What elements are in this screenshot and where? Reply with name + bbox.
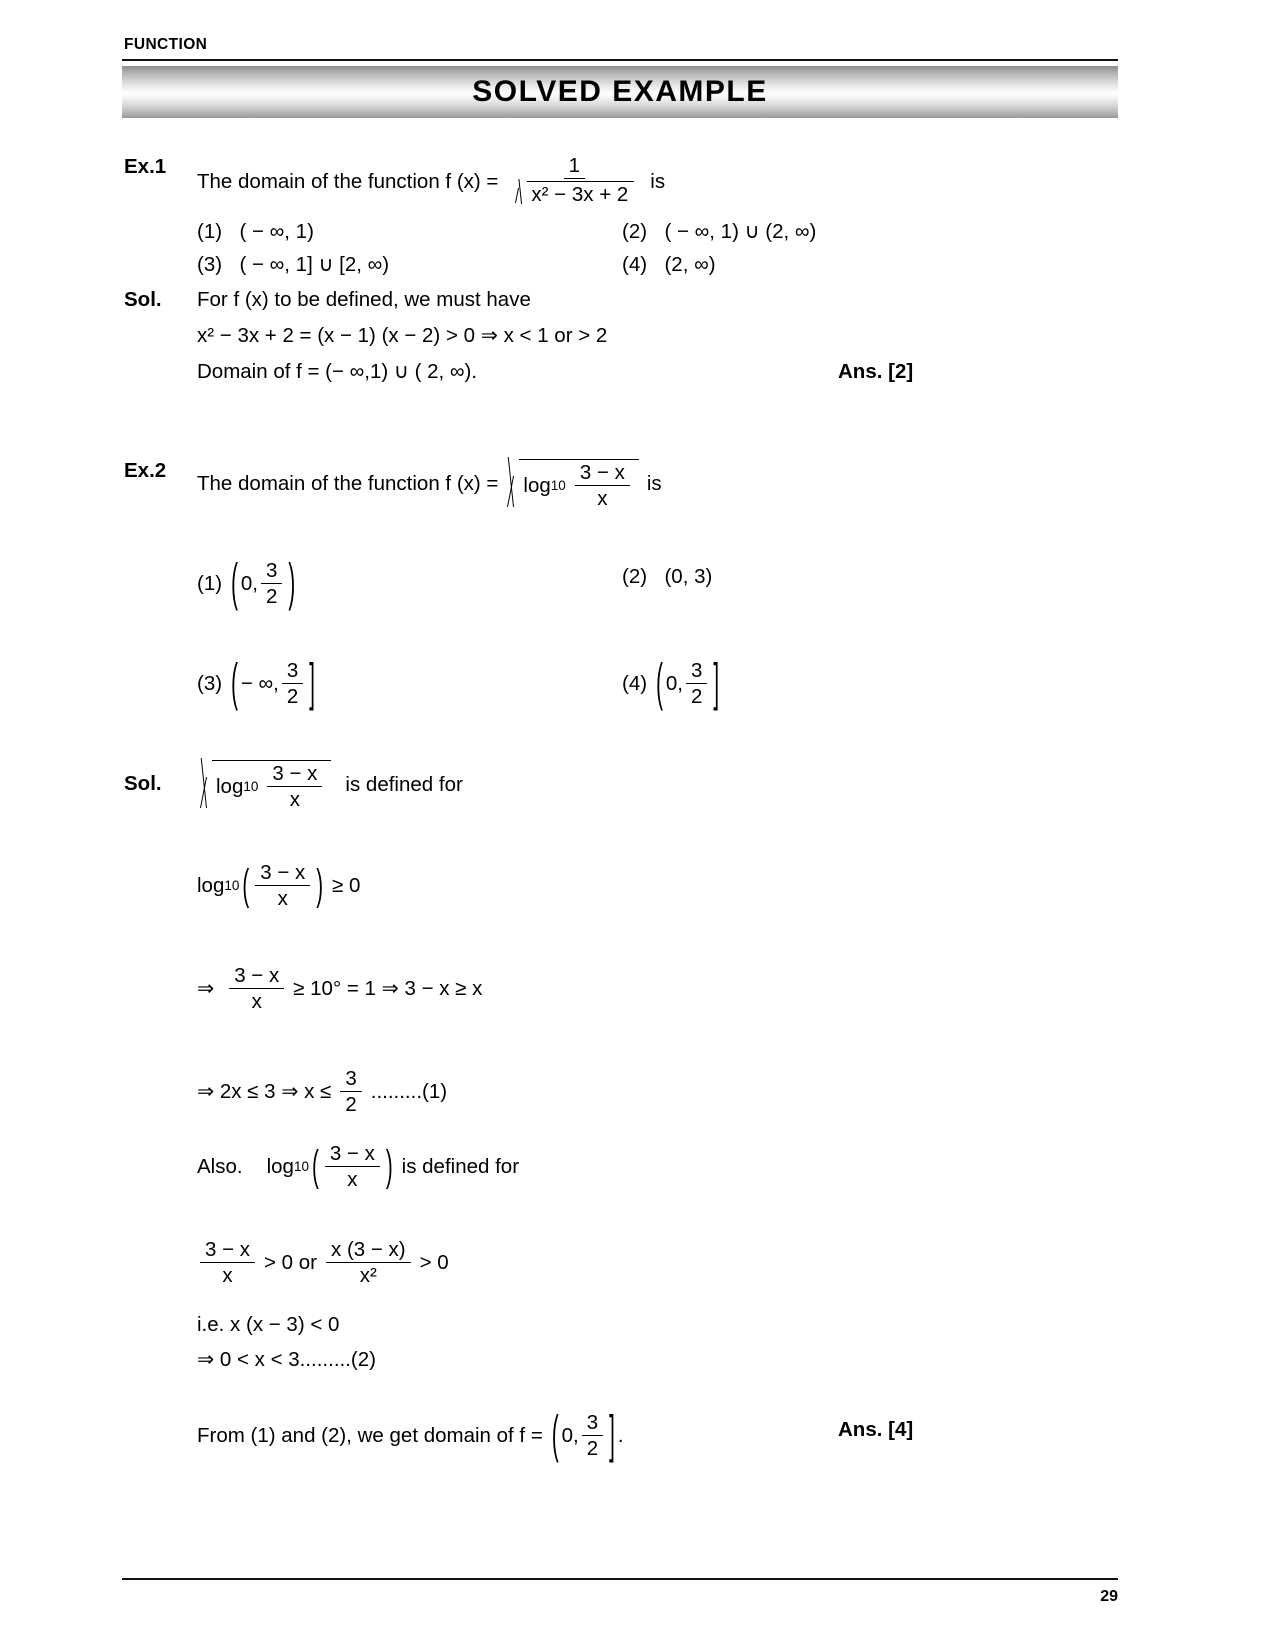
- ex2-step9-frac-den: 2: [586, 1436, 599, 1460]
- ex2-step6-frac1-num: 3 − x: [200, 1239, 255, 1263]
- page-number: 29: [1100, 1588, 1118, 1605]
- ex2-step9-right-delim: ]: [609, 1405, 615, 1465]
- ex2-option-2-key: (2): [622, 565, 648, 588]
- ex2-step-5: Also. log 10 ( $\frac{3 - x}{x}$ ) is defined for: [197, 1141, 520, 1191]
- radical-icon: [199, 760, 212, 810]
- chapter-header-label: FUNCTION: [124, 36, 208, 53]
- ex2-option-3-key: (3): [197, 671, 223, 695]
- ex1-question-prefix: The domain of the function f (x) =: [197, 170, 499, 194]
- ex1-solution-label: Sol.: [124, 288, 162, 311]
- ex2-solution-label: Sol.: [124, 772, 162, 795]
- ex2-option-4-frac-num: 3: [686, 660, 707, 684]
- ex1-option-2[interactable]: [622, 220, 816, 244]
- ex1-fraction-denominator: [507, 179, 641, 210]
- ex1-number-label: Ex.1: [124, 155, 167, 178]
- ex2-step6-frac2-den: x²: [359, 1263, 377, 1287]
- ex2-step1-frac-den: x: [289, 787, 301, 811]
- ex2-option-4-left-delim: (: [656, 653, 663, 713]
- ex1-option-4-text: (2, ∞): [664, 253, 716, 276]
- ex1-solution-line-3: Domain of f = (− ∞,1) ∪ ( 2, ∞).: [197, 360, 478, 383]
- ex2-option-1-key: (1): [197, 571, 223, 595]
- ex2-step6-fraction-1: [200, 1239, 255, 1286]
- ex2-step4-frac-den: 2: [345, 1092, 357, 1116]
- ex1-option-4[interactable]: [622, 253, 716, 277]
- ex2-log-fraction: [575, 462, 630, 509]
- ex2-step5-fraction: [325, 1143, 380, 1190]
- ex2-step5-frac-num: 3 − x: [325, 1143, 380, 1167]
- ex2-option-1-left-delim: (: [231, 553, 238, 613]
- ex1-option-2-text: ( − ∞, 1) ∪ (2, ∞): [664, 220, 817, 243]
- ex1-answer-label: Ans. [2]: [838, 360, 914, 383]
- ex2-step9-tail: .: [617, 1423, 624, 1447]
- ex1-option-4-key: (4): [622, 253, 648, 276]
- ex1-sqrt: [514, 181, 634, 206]
- ex1-option-3[interactable]: [197, 253, 389, 277]
- ex2-step4-tail: .........(1): [370, 1079, 448, 1103]
- ex2-step5-frac-den: x: [347, 1167, 358, 1191]
- ex2-step2-right-paren: ): [316, 860, 324, 910]
- ex2-log-frac-denominator: x: [597, 486, 608, 510]
- ex2-step2-log-word: log: [197, 873, 225, 897]
- ex1-fraction: [507, 155, 641, 210]
- ex2-step4-fraction: [340, 1068, 361, 1115]
- ex1-option-1-key: (1): [197, 220, 223, 243]
- ex2-option-3-right-delim: ]: [309, 653, 315, 713]
- ex2-step2-frac-den: x: [277, 886, 288, 910]
- ex2-step5-prefix: Also.: [197, 1154, 243, 1178]
- ex2-option-4[interactable]: [622, 653, 722, 713]
- ex2-step5-log-word: log: [266, 1154, 294, 1178]
- ex2-step1-radicand: log 10 $\frac{3 - x}{x}$: [212, 760, 331, 810]
- ex2-step4-frac-num: 3: [340, 1068, 361, 1092]
- ex2-step9-fraction: [582, 1412, 603, 1459]
- ex2-step9-frac-num: 3: [582, 1412, 603, 1436]
- ex2-step3-tail: ≥ 10° = 1 ⇒ 3 − x ≥ x: [293, 976, 483, 1000]
- ex1-option-3-text: ( − ∞, 1] ∪ [2, ∞): [239, 253, 390, 276]
- ex1-solution-line-1: For f (x) to be defined, we must have: [197, 288, 531, 311]
- ex2-step5-right-paren: ): [385, 1141, 393, 1191]
- ex2-step1-fraction: [267, 763, 322, 810]
- ex2-step3-fraction: [229, 965, 284, 1012]
- ex2-step1-sqrt: [199, 760, 331, 810]
- header-divider-rule: [122, 59, 1118, 61]
- ex2-step6-tail: > 0: [419, 1250, 449, 1274]
- ex2-option-3-frac-num: 3: [282, 660, 303, 684]
- ex2-step4-prefix: ⇒ 2x ≤ 3 ⇒ x ≤: [197, 1079, 332, 1103]
- ex2-step3-frac-num: 3 − x: [229, 965, 284, 989]
- ex1-option-3-key: (3): [197, 253, 223, 276]
- ex2-step9-first: 0,: [561, 1423, 579, 1447]
- ex2-question: [197, 459, 662, 509]
- ex2-step-1: [197, 760, 463, 816]
- ex2-sqrt: [506, 459, 638, 509]
- ex2-step3-prefix: ⇒: [197, 976, 215, 1000]
- ex2-step2-fraction: [255, 862, 310, 909]
- ex2-option-3-frac-den: 2: [286, 684, 299, 708]
- ex1-option-1[interactable]: [197, 220, 314, 244]
- ex1-option-1-text: ( − ∞, 1): [239, 220, 314, 243]
- ex2-step-8: ⇒ 0 < x < 3.........(2): [197, 1348, 376, 1371]
- ex2-option-3-left-delim: (: [231, 653, 238, 713]
- ex2-option-4-frac-den: 2: [691, 684, 703, 708]
- ex2-log-word: log: [523, 473, 551, 497]
- ex2-step6-frac2-num: x (3 − x): [326, 1239, 411, 1263]
- ex2-step2-left-paren: (: [242, 860, 250, 910]
- ex1-question: [197, 155, 665, 210]
- banner-title: SOLVED EXAMPLE: [472, 75, 768, 108]
- ex2-option-2-text: (0, 3): [664, 565, 713, 588]
- ex2-option-1-frac-num: 3: [261, 560, 282, 584]
- ex2-step1-suffix: is defined for: [345, 773, 463, 797]
- radical-icon: [506, 459, 519, 509]
- ex2-option-1-first: 0,: [240, 571, 258, 595]
- ex2-option-4-fraction: [686, 660, 707, 707]
- ex2-option-1[interactable]: [197, 553, 298, 613]
- ex2-option-1-fraction: [261, 560, 282, 607]
- ex2-answer-label: Ans. [4]: [838, 1418, 914, 1441]
- ex2-step5-left-paren: (: [311, 1141, 319, 1191]
- ex2-option-4-right-delim: ]: [713, 653, 720, 713]
- ex2-option-2[interactable]: [622, 565, 712, 589]
- ex1-solution-line-2: x² − 3x + 2 = (x − 1) (x − 2) > 0 ⇒ x < 1 or > 2: [197, 324, 608, 347]
- ex2-log-frac-numerator: 3 − x: [575, 462, 630, 486]
- ex2-option-1-right-delim: ): [288, 553, 296, 613]
- ex2-step2-tail: ≥ 0: [332, 873, 361, 897]
- ex2-option-3-fraction: [282, 660, 303, 707]
- ex2-step-4: [197, 1068, 447, 1115]
- ex2-step-3: [197, 965, 482, 1012]
- ex2-step2-frac-num: 3 − x: [255, 862, 310, 886]
- ex2-step9-prefix: From (1) and (2), we get domain of f =: [197, 1423, 543, 1447]
- ex2-step-2: log 10 ( $\frac{3 - x}{x}$ ) ≥ 0: [197, 860, 361, 910]
- ex2-step1-log-word: log: [216, 774, 244, 798]
- ex2-step-6: [197, 1238, 449, 1286]
- ex2-option-3[interactable]: [197, 653, 318, 713]
- ex2-step6-mid: > 0 or: [264, 1250, 318, 1274]
- ex2-step-9: [197, 1405, 624, 1465]
- radical-icon: [514, 181, 527, 206]
- ex2-step5-suffix: is defined for: [401, 1154, 520, 1178]
- ex2-step1-frac-num: 3 − x: [267, 763, 322, 787]
- ex2-step3-frac-den: x: [251, 989, 262, 1013]
- ex2-option-4-key: (4): [622, 671, 648, 695]
- ex2-step6-fraction-2: [326, 1239, 411, 1286]
- ex1-question-suffix: is: [650, 170, 666, 194]
- ex2-option-1-frac-den: 2: [266, 584, 278, 608]
- ex2-option-4-first: 0,: [665, 671, 683, 695]
- ex2-step9-left-delim: (: [551, 1405, 559, 1465]
- ex2-question-suffix: is: [646, 472, 662, 496]
- solved-example-banner: [122, 66, 1118, 118]
- ex1-fraction-numerator: 1: [564, 155, 585, 179]
- ex1-option-2-key: (2): [622, 220, 648, 243]
- ex2-option-3-first: − ∞,: [240, 671, 279, 695]
- footer-divider-rule: [122, 1578, 1118, 1580]
- ex2-step6-frac1-den: x: [222, 1263, 233, 1287]
- ex2-number-label: Ex.2: [124, 459, 167, 482]
- ex2-step-7: i.e. x (x − 3) < 0: [197, 1313, 340, 1336]
- ex2-sqrt-radicand: log 10 $\frac{3 - x}{x}$: [519, 459, 638, 509]
- ex2-question-prefix: The domain of the function f (x) =: [197, 472, 499, 496]
- ex1-sqrt-radicand: x² − 3x + 2: [527, 181, 634, 206]
